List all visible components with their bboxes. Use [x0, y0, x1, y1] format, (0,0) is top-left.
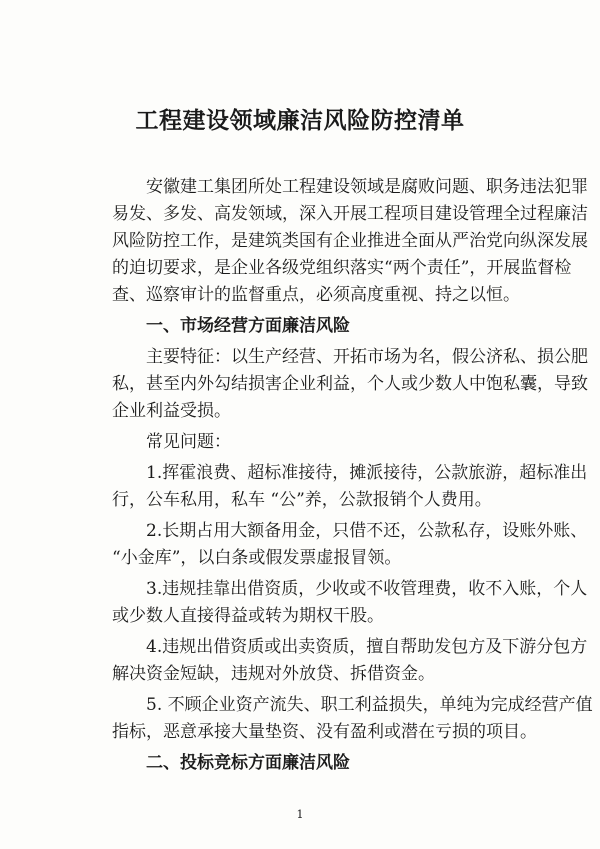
text-line: 一、市场经营方面廉洁风险	[146, 316, 350, 336]
text-line: 常见问题：	[146, 432, 231, 452]
text-line: 5. 不顾企业资产流失、职工利益损失，单纯为完成经营产值	[146, 695, 593, 715]
text-line: 指标，恶意承接大量垫资、没有盈利或潜在亏损的项目。	[112, 722, 537, 742]
paragraph	[112, 429, 492, 456]
paragraph	[112, 692, 593, 746]
paragraph	[112, 460, 588, 514]
text-line: 行，公车私用，私车 “公”养，公款报销个人费用。	[112, 490, 492, 510]
text-line: 企业利益受损。	[112, 401, 231, 421]
text-line: 2.长期占用大额备用金，只借不还，公款私存，设账外账、	[146, 521, 588, 541]
paragraph	[112, 344, 588, 425]
text-line: 4.违规出借资质或出卖资质，擅自帮助发包方及下游分包方	[146, 637, 588, 657]
paragraph	[112, 576, 588, 630]
paragraph	[112, 518, 588, 572]
section-heading	[112, 750, 492, 777]
document-title: 工程建设领域廉洁风险防控清单	[135, 107, 465, 134]
text-line: 3.违规挂靠出借资质，少收或不收管理费，收不入账，个人	[146, 579, 588, 599]
text-line: 查、巡察审计的监督重点，必须高度重视、持之以恒。	[112, 285, 520, 305]
paragraph	[112, 634, 588, 688]
text-line: 二、投标竞标方面廉洁风险	[146, 753, 350, 773]
document-body	[112, 174, 593, 781]
text-line: 或少数人直接得益或转为期权干股。	[112, 606, 384, 626]
text-line: 易发、多发、高发领域，深入开展工程项目建设管理全过程廉洁	[112, 204, 588, 224]
text-line: 的迫切要求，是企业各级党组织落实“两个责任”，开展监督检	[112, 258, 572, 278]
text-line: 风险防控工作，是建筑类国有企业推进全面从严治党向纵深发展	[112, 231, 588, 251]
text-line: 1.挥霍浪费、超标准接待，摊派接待，公款旅游，超标准出	[146, 463, 588, 483]
text-line: “小金库”，以白条或假发票虚报冒领。	[112, 548, 402, 568]
text-line: 私，甚至内外勾结损害企业利益，个人或少数人中饱私囊，导致	[112, 374, 588, 394]
page-number: 1	[296, 808, 304, 821]
text-line: 解决资金短缺，违规对外放贷、拆借资金。	[112, 664, 435, 684]
text-line: 安徽建工集团所处工程建设领域是腐败问题、职务违法犯罪	[146, 177, 588, 197]
paragraph	[112, 174, 588, 309]
section-heading	[112, 313, 492, 340]
text-line: 主要特征：以生产经营、开拓市场为名，假公济私、损公肥	[146, 347, 588, 367]
